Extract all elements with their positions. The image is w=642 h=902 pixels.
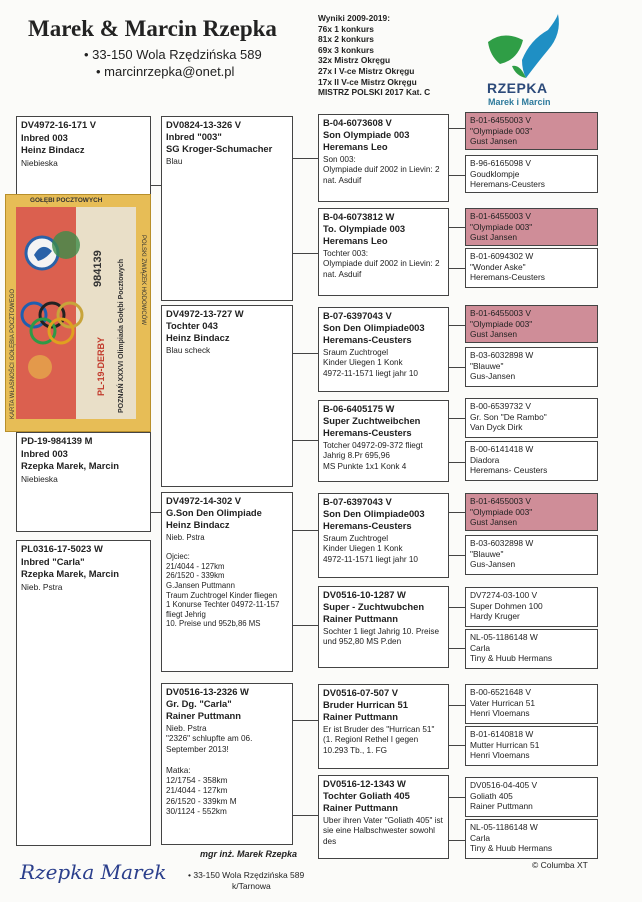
owner-name: Gus-Jansen [470, 371, 516, 381]
ring-number: DV0516-13-2326 W [166, 686, 249, 697]
connector-line [293, 440, 318, 441]
owner-name: Heremans-Ceusters [323, 427, 412, 438]
pigeon-name: Carla [470, 832, 491, 843]
results-line: 27x I V-ce Mistrz Okręgu [318, 65, 415, 76]
pigeon-name: Vater Hurrican 51 [470, 697, 536, 708]
card-left-text: KARTA WŁASNOŚCI GOŁĘBIA POCZTOWEGO [10, 288, 16, 419]
pigeon-note: Sochter 1 liegt Jahrig 10. Preise und 952,80 MS P.den [323, 627, 440, 647]
copyright-text: © Columba XT [532, 860, 588, 870]
ring-number: B-03-6032898 W [470, 350, 534, 360]
owner-name: Rainer Puttmann [323, 802, 399, 813]
ring-number: B-03-6032898 W [470, 538, 534, 548]
ring-number: DV4972-16-171 V [21, 119, 97, 130]
pigeon-name: Gr. Dg. "Carla" [166, 698, 232, 709]
connector-line [151, 185, 161, 186]
owner-name: Rainer Puttmann [166, 710, 242, 721]
ring-number: DV4972-13-727 W [166, 308, 244, 319]
owner-name: Rainer Puttmann [323, 613, 399, 624]
ring-number: DV0516-10-1287 W [323, 589, 406, 600]
connector-line [293, 253, 318, 254]
owner-name: Heremans- Ceusters [470, 465, 548, 475]
grandparent-box[interactable] [318, 586, 449, 668]
great-grandparent-box[interactable] [465, 208, 598, 246]
breeder-address: • 33-150 Wola Rzędzińska 589 [84, 47, 262, 62]
connector-line [449, 128, 465, 129]
ring-number: DV4972-14-302 V [166, 495, 242, 506]
card-number: 984139 [92, 250, 104, 287]
footer-name: mgr inż. Marek Rzepka [200, 849, 298, 859]
pigeon-note: Uber ihren Vater "Goliath 405" ist sie eine Halbschwester sowohl des [323, 816, 443, 846]
grandparent-box[interactable] [318, 684, 449, 769]
ring-number: B-00-6141418 W [470, 444, 534, 454]
pigeon-name: Inbred "003" [166, 131, 222, 142]
footer-city: k/Tarnowa [232, 881, 271, 891]
owner-name: Rainer Puttmann [323, 711, 399, 722]
great-grandparent-box[interactable] [465, 305, 598, 343]
pigeon-name: Goudklompje [470, 168, 520, 179]
pigeon-name: "Blauwe" [470, 360, 504, 371]
parent-box[interactable] [161, 683, 293, 845]
owner-name: Gust Jansen [470, 329, 518, 339]
owner-name: SG Kroger-Schumacher [166, 143, 273, 154]
pigeon-note: Son 003: Olympiade duif 2002 in Lievin: 2 nat. Asduif [323, 155, 440, 185]
great-grandparent-box[interactable] [465, 629, 598, 669]
pigeon-name: Son Olympiade 003 [323, 129, 410, 140]
ring-number: PD-19-984139 M [21, 435, 93, 446]
card-event: POZNAŃ XXXVI Olimpiada Gołębi Pocztowych [118, 258, 125, 413]
pigeon-name: Son Den Olimpiade003 [323, 508, 425, 519]
grandparent-box[interactable] [318, 307, 449, 392]
pigeon-name: Super Zuchtweibchen [323, 415, 421, 426]
grandparent-box[interactable] [318, 208, 449, 296]
logo-name: RZEPKA [487, 80, 548, 96]
parent-box[interactable] [161, 305, 293, 487]
pigeon-name: Bruder Hurrican 51 [323, 699, 408, 710]
results-line: 17x II V-ce Mistrz Okręgu [318, 76, 417, 87]
connector-line [293, 530, 318, 531]
ring-number: B-00-6539732 V [470, 401, 531, 411]
connector-line [449, 745, 465, 746]
great-grandparent-box[interactable] [465, 398, 598, 438]
ring-number: DV7274-03-100 V [470, 590, 538, 600]
owner-name: Tiny & Huub Hermans [470, 653, 553, 663]
ring-number: B-01-6455003 V [470, 308, 531, 318]
owner-name: Tiny & Huub Hermans [470, 843, 553, 853]
results-list [318, 13, 430, 98]
grandparent-box[interactable] [318, 400, 449, 482]
great-grandparent-box[interactable] [465, 684, 598, 724]
connector-line [449, 175, 465, 176]
owner-name: Heremans-Ceusters [323, 520, 412, 531]
great-grandparent-box[interactable] [465, 726, 598, 766]
great-grandparent-box[interactable] [465, 347, 598, 387]
ring-number: DV0516-07-507 V [323, 687, 399, 698]
card-top-text: GOŁĘBI POCZTOWYCH [30, 197, 103, 204]
ring-number: B-07-6397043 V [323, 496, 392, 507]
connector-line [293, 158, 318, 159]
connector-line [449, 325, 465, 326]
plumage-color: Niebieska [21, 473, 58, 484]
ring-number: DV0824-13-326 V [166, 119, 242, 130]
footer-address: • 33-150 Wola Rzędzińska 589 [188, 870, 305, 880]
grandparent-box[interactable] [318, 493, 449, 578]
pigeon-note: Er ist Bruder des "Hurrican 51" (1. Regionl Rethel I gegen 10.293 Tb., 1. FG [323, 725, 435, 755]
great-grandparent-box[interactable] [465, 441, 598, 481]
pigeon-note: Nieb. Pstra "2326" schlupfte am 06. September 2013! Matka: 12/1754 - 358km 21/4044 - 127km 26/1520 - 339km M 30/1124 - 552km [166, 724, 253, 817]
connector-line [151, 512, 161, 513]
connector-line [293, 353, 318, 354]
pigeon-name: "Olympiade 003" [470, 506, 533, 517]
connector-line [449, 607, 465, 608]
handwritten-signature: Rzepka Marek [20, 860, 167, 884]
ring-number: B-96-6165098 V [470, 158, 531, 168]
sire-box[interactable] [16, 116, 151, 204]
connector-line [449, 797, 465, 798]
owner-name: Hardy Kruger [470, 611, 520, 621]
ring-number: DV0516-12-1343 W [323, 778, 406, 789]
great-grandparent-box[interactable] [465, 535, 598, 575]
ring-number: DV0516-04-405 V [470, 780, 538, 790]
page-title: Marek & Marcin Rzepka [28, 16, 277, 41]
parent-box[interactable] [161, 116, 293, 301]
owner-name: Heinz Bindacz [166, 332, 230, 343]
connector-line [293, 815, 318, 816]
ring-number: B-01-6094302 W [470, 251, 534, 261]
pigeon-name: Goliath 405 [470, 790, 513, 801]
ring-number: NL-05-1186148 W [470, 822, 538, 832]
great-grandparent-box[interactable] [465, 819, 598, 859]
ring-number: B-04-6073812 W [323, 211, 395, 222]
great-grandparent-box[interactable] [465, 777, 598, 817]
pigeon-name: Son Den Olimpiade003 [323, 322, 425, 333]
pigeon-name: Tochter Goliath 405 [323, 790, 410, 801]
pigeon-note: Blau [166, 157, 183, 166]
plumage-color: Niebieska [21, 157, 58, 168]
connector-line [293, 720, 318, 721]
card-side-text: POLSKI ZWIĄZEK HODOWCÓW [140, 235, 146, 326]
results-line: MISTRZ POLSKI 2017 Kat. C [318, 87, 431, 98]
pigeon-name: Super - Zuchtwubchen [323, 601, 425, 612]
owner-name: Heremans-Ceusters [470, 272, 545, 282]
connector-line [449, 555, 465, 556]
great-grandparent-box[interactable] [465, 248, 598, 288]
pigeon-name: Gr. Son "De Rambo" [470, 411, 547, 422]
great-grandparent-box[interactable] [465, 493, 598, 531]
connector-line [449, 268, 465, 269]
connector-line [449, 840, 465, 841]
pigeon-name: "Olympiade 003" [470, 125, 533, 136]
great-grandparent-box[interactable] [465, 587, 598, 627]
owner-name: Gust Jansen [470, 517, 518, 527]
ring-number: B-01-6455003 V [470, 115, 531, 125]
owner-name: Heremans-Ceusters [323, 334, 412, 345]
owner-name: Gust Jansen [470, 232, 518, 242]
owner-name: Heremans Leo [323, 141, 388, 152]
connector-line [449, 705, 465, 706]
owner-name: Rzepka Marek, Marcin [21, 460, 119, 471]
pigeon-name: Carla [470, 642, 491, 653]
ring-number: B-07-6397043 V [323, 310, 392, 321]
pigeon-name: Inbred 003 [21, 131, 68, 143]
pigeon-name: Inbred 003 [21, 447, 68, 459]
results-heading: Wyniki 2009-2019: [318, 13, 391, 23]
pigeon-name: "Wonder Aske" [470, 261, 526, 272]
pigeon-name: "Olympiade 003" [470, 318, 533, 329]
pigeon-name: Tochter 043 [166, 320, 218, 331]
ring-number: NL-05-1186148 W [470, 632, 538, 642]
results-line: 81x 2 konkurs [318, 34, 374, 45]
breeder-email: • marcinrzepka@onet.pl [96, 64, 235, 79]
dam-box[interactable] [16, 540, 151, 846]
subject-box[interactable] [16, 432, 151, 532]
connector-line [293, 625, 318, 626]
connector-line [449, 462, 465, 463]
pigeon-note: Nieb. Pstra Ojciec: 21/4044 - 127km 26/1520 - 339km G.Jansen Puttmann Traum Zuchtrogel Kinder fliegen 1 Konurse Techter 04972-11-157 fliegt Jehrig 10. Preise und 952b,86 MS [166, 533, 280, 629]
card-derby: PL-19-DERBY [96, 337, 106, 397]
pigeon-name: "Olympiade 003" [470, 221, 533, 232]
logo-subtitle: Marek i Marcin [488, 97, 551, 107]
owner-name: Rainer Puttmann [470, 801, 533, 811]
connector-line [449, 227, 465, 228]
owner-name: Van Dyck Dirk [470, 422, 523, 432]
ring-number: B-01-6455003 V [470, 496, 531, 506]
great-grandparent-box[interactable] [465, 112, 598, 150]
pigeon-name: Inbred "Carla" [21, 555, 85, 567]
connector-line [449, 367, 465, 368]
pigeon-note: Tochter 003: Olympiade duif 2002 in Lievin: 2 nat. Asduif [323, 249, 440, 279]
grandparent-box[interactable] [318, 775, 449, 859]
great-grandparent-box[interactable] [465, 155, 598, 193]
owner-name: Henri Vloemans [470, 750, 530, 760]
pigeon-name: Mutter Hurrican 51 [470, 739, 540, 750]
ring-number: B-00-6521648 V [470, 687, 531, 697]
owner-name: Henri Vloemans [470, 708, 530, 718]
card-face [10, 207, 136, 419]
owner-name: Heremans-Ceusters [470, 179, 545, 189]
results-line: 69x 3 konkurs [318, 44, 374, 55]
ring-number: B-01-6455003 V [470, 211, 531, 221]
ring-number: B-01-6140818 W [470, 729, 534, 739]
pigeon-note: Totcher 04972-09-372 fliegt Jahrig 8.Pr 695,96 MS Punkte 1x1 Konk 4 [323, 441, 423, 471]
pigeon-note: Sraum Zuchtrogel Kinder Uiegen 1 Konk 4972-11-1571 liegt jahr 10 [323, 348, 418, 378]
pigeon-name: "Blauwe" [470, 548, 504, 559]
owner-name: Gust Jansen [470, 136, 518, 146]
pigeon-note: Blau scheck [166, 346, 211, 355]
owner-name: Rzepka Marek, Marcin [21, 568, 119, 579]
grandparent-box[interactable] [318, 114, 449, 202]
owner-name: Gus-Jansen [470, 559, 516, 569]
owner-name: Heinz Bindacz [21, 144, 85, 155]
results-line: 32x Mistrz Okręgu [318, 55, 391, 66]
pigeon-note: Sraum Zuchtrogel Kinder Uiegen 1 Konk 4972-11-1571 liegt jahr 10 [323, 534, 418, 564]
ring-number: B-04-6073608 V [323, 117, 392, 128]
connector-line [449, 418, 465, 419]
ring-number: PL0316-17-5023 W [21, 543, 103, 554]
pigeon-name: To. Olympiade 003 [323, 223, 406, 234]
owner-name: Heinz Bindacz [166, 519, 230, 530]
owner-name: Heremans Leo [323, 235, 388, 246]
ownership-card-photo [5, 194, 151, 432]
connector-line [449, 512, 465, 513]
pigeon-name: G.Son Den Olimpiade [166, 507, 262, 518]
parent-box[interactable] [161, 492, 293, 672]
pigeon-name: Diadora [470, 454, 500, 465]
pigeon-name: Super Dohmen 100 [470, 600, 543, 611]
connector-line [449, 648, 465, 649]
ring-number: B-06-6405175 W [323, 403, 395, 414]
results-line: 76x 1 konkurs [318, 23, 374, 34]
plumage-color: Nieb. Pstra [21, 581, 63, 592]
